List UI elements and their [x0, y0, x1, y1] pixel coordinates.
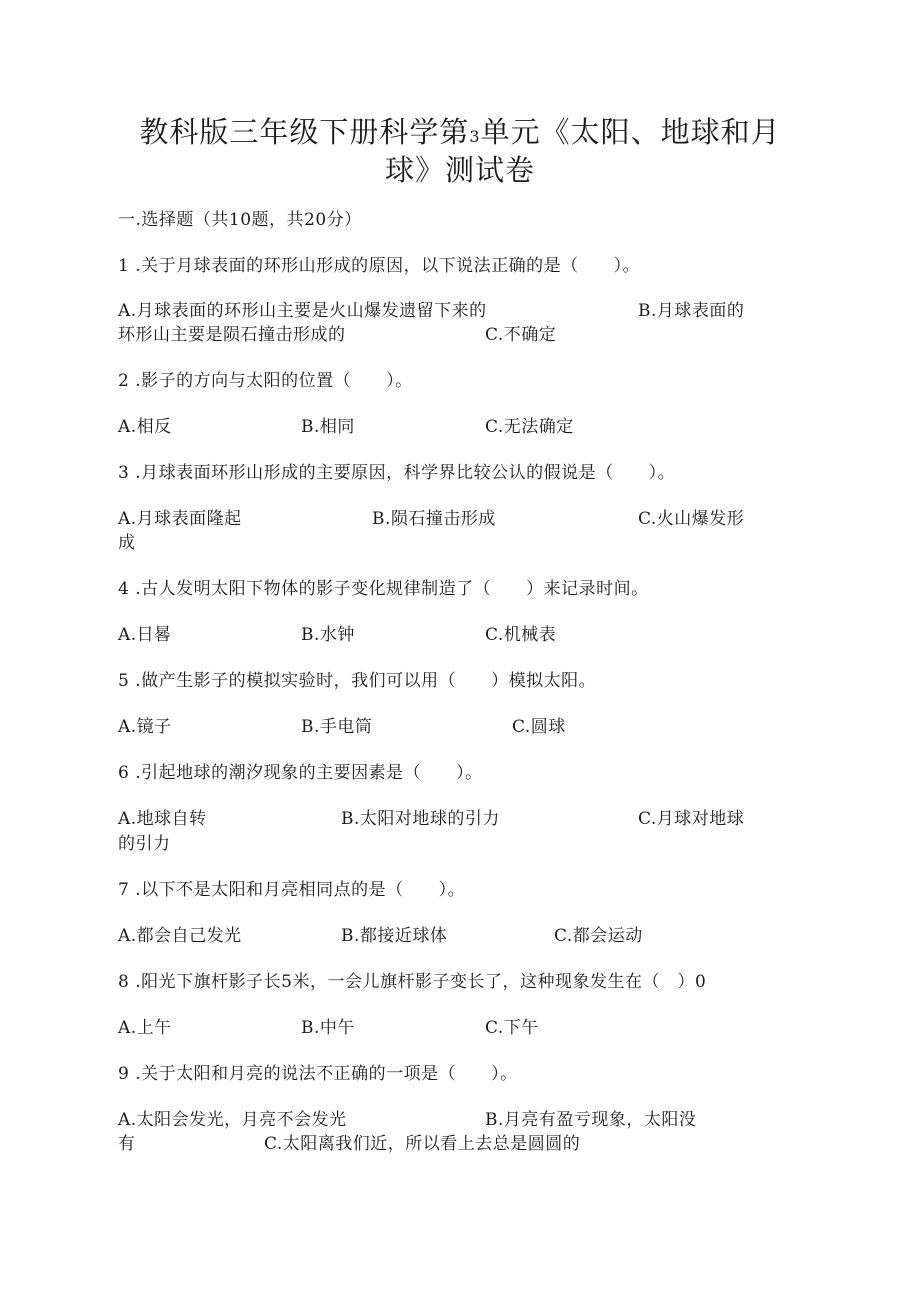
question-3-option-a: A.月球表面隆起: [118, 509, 242, 529]
question-9-option-a: A.太阳会发光，月亮不会发光: [118, 1110, 347, 1130]
question-6-option-a: A.地球自转: [118, 809, 207, 829]
question-7-option-a: A.都会自己发光: [118, 926, 242, 946]
title-part-1: 教科版三年级下册科学第: [139, 115, 470, 149]
question-7-option-c: C.都会运动: [554, 926, 643, 946]
question-9-stem: 9 .关于太阳和月亮的说法不正确的一项是（ ）。: [118, 1064, 518, 1084]
question-5-option-a: A.镜子: [118, 717, 172, 737]
question-6-option-b: B.太阳对地球的引力: [341, 809, 500, 829]
page-title-line-1: [0, 110, 920, 151]
question-1-option-b-continued: 环形山主要是陨石撞击形成的: [118, 325, 346, 345]
question-5-option-c: C.圆球: [512, 717, 566, 737]
question-2-stem: 2 .影子的方向与太阳的位置（ ）。: [118, 371, 413, 391]
question-7-stem: 7 .以下不是太阳和月亮相同点的是（ ）。: [118, 880, 466, 900]
question-9-option-b-continued: 有: [118, 1134, 136, 1154]
question-4-option-c: C.机械表: [485, 625, 557, 645]
title-unit-number: 3: [469, 127, 481, 146]
question-3-option-c-continued: 成: [118, 533, 136, 553]
question-9-option-b: B.月亮有盈亏现象，太阳没: [485, 1110, 697, 1130]
question-8-stem: 8 .阳光下旗杆影子长5米，一会儿旗杆影子变长了，这种现象发生在（ ）0: [118, 972, 707, 992]
question-5-option-b: B.手电筒: [301, 717, 373, 737]
question-9-option-c: C.太阳离我们近，所以看上去总是圆圆的: [264, 1134, 581, 1154]
question-8-option-c: C.下午: [485, 1018, 539, 1038]
question-4-option-b: B.水钟: [301, 625, 355, 645]
question-4-stem: 4 .古人发明太阳下物体的影子变化规律制造了（ ）来记录时间。: [118, 579, 649, 599]
question-1-option-a: A.月球表面的环形山主要是火山爆发遗留下来的: [118, 301, 487, 321]
title-part-2: 单元《太阳、地球和月: [480, 115, 781, 149]
question-1-option-c: C.不确定: [485, 325, 557, 345]
question-3-stem: 3 .月球表面环形山形成的主要原因，科学界比较公认的假说是（ ）。: [118, 463, 676, 483]
question-8-option-a: A.上午: [118, 1018, 172, 1038]
question-1-stem: 1 .关于月球表面的环形山形成的原因，以下说法正确的是（ ）。: [118, 256, 641, 276]
question-4-option-a: A.日晷: [118, 625, 172, 645]
question-5-stem: 5 .做产生影子的模拟实验时，我们可以用（ ）模拟太阳。: [118, 671, 597, 691]
question-6-option-c-continued: 的引力: [118, 834, 171, 854]
section-heading: 一.选择题（共10题，共20分）: [118, 210, 362, 230]
question-8-option-b: B.中午: [301, 1018, 355, 1038]
page-title-line-2: 球》测试卷: [384, 153, 535, 187]
question-2-option-c: C.无法确定: [485, 417, 574, 437]
question-7-option-b: B.都接近球体: [341, 926, 448, 946]
question-2-option-b: B.相同: [301, 417, 355, 437]
question-2-option-a: A.相反: [118, 417, 172, 437]
question-1-option-b: B.月球表面的: [638, 301, 745, 321]
question-3-option-b: B.陨石撞击形成: [372, 509, 496, 529]
question-6-stem: 6 .引起地球的潮汐现象的主要因素是（ ）。: [118, 763, 483, 783]
question-6-option-c: C.月球对地球: [638, 809, 745, 829]
question-3-option-c: C.火山爆发形: [638, 509, 745, 529]
